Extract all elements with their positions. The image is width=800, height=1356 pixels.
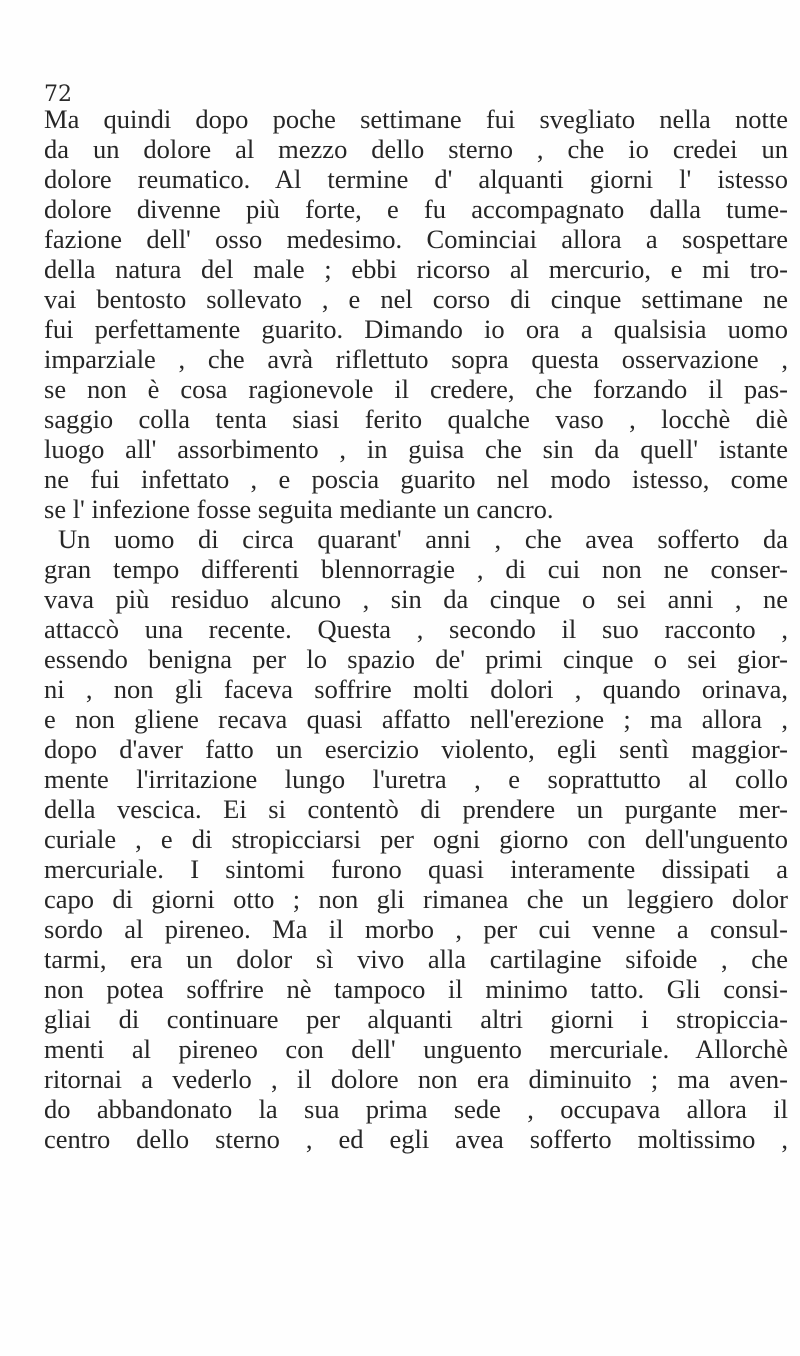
text-line: fui perfettamente guarito. Dimando io ora a qualsisia uomo <box>44 314 788 344</box>
text-line: mercuriale. I sintomi furono quasi interamente dissipati a <box>44 854 788 884</box>
text-line: dopo d'aver fatto un esercizio violento, egli sentì maggior- <box>44 734 788 764</box>
text-line: fazione dell' osso medesimo. Cominciai allora a sospettare <box>44 224 788 254</box>
text-line: Un uomo di circa quarant' anni , che avea sofferto da <box>58 524 788 554</box>
text-line: da un dolore al mezzo dello sterno , che io credei un <box>44 134 788 164</box>
text-line: do abbandonato la sua prima sede , occupava allora il <box>44 1094 788 1124</box>
text-line: essendo benigna per lo spazio de' primi cinque o sei gior- <box>44 644 788 674</box>
text-line: Ma quindi dopo poche settimane fui svegliato nella notte <box>44 104 788 134</box>
text-line: attaccò una recente. Questa , secondo il suo racconto , <box>44 614 788 644</box>
text-line: della natura del male ; ebbi ricorso al mercurio, e mi tro- <box>44 254 788 284</box>
text-line: della vescica. Ei si contentò di prendere un purgante mer- <box>44 794 788 824</box>
text-line: ritornai a vederlo , il dolore non era diminuito ; ma aven- <box>44 1064 788 1094</box>
text-line: gliai di continuare per alquanti altri giorni i stropiccia- <box>44 1004 788 1034</box>
text-line: imparziale , che avrà riflettuto sopra questa osservazione , <box>44 344 788 374</box>
text-line: saggio colla tenta siasi ferito qualche vaso , locchè diè <box>44 404 788 434</box>
page-number: 72 <box>44 82 72 107</box>
text-line: vava più residuo alcuno , sin da cinque o sei anni , ne <box>44 584 788 614</box>
text-line: e non gliene recava quasi affatto nell'erezione ; ma allora , <box>44 704 788 734</box>
text-line: se non è cosa ragionevole il credere, che forzando il pas- <box>44 374 788 404</box>
text-line: capo di giorni otto ; non gli rimanea che un leggiero dolor <box>44 884 788 914</box>
text-line: tarmi, era un dolor sì vivo alla cartilagine sifoide , che <box>44 944 788 974</box>
text-line: ne fui infettato , e poscia guarito nel modo istesso, come <box>44 464 788 494</box>
text-line: ni , non gli faceva soffrire molti dolori , quando orinava, <box>44 674 788 704</box>
text-line: mente l'irritazione lungo l'uretra , e soprattutto al collo <box>44 764 788 794</box>
text-line: vai bentosto sollevato , e nel corso di cinque settimane ne <box>44 284 788 314</box>
text-line: non potea soffrire nè tampoco il minimo tatto. Gli consi- <box>44 974 788 1004</box>
text-line: se l' infezione fosse seguita mediante un cancro. <box>44 494 554 524</box>
text-line: menti al pireneo con dell' unguento mercuriale. Allorchè <box>44 1034 788 1064</box>
text-line: centro dello sterno , ed egli avea sofferto moltissimo , <box>44 1124 788 1154</box>
text-line: luogo all' assorbimento , in guisa che sin da quell' istante <box>44 434 788 464</box>
text-line: dolore divenne più forte, e fu accompagnato dalla tume- <box>44 194 788 224</box>
text-line: curiale , e di stropicciarsi per ogni giorno con dell'unguento <box>44 824 788 854</box>
text-line: sordo al pireneo. Ma il morbo , per cui venne a consul- <box>44 914 788 944</box>
text-line: dolore reumatico. Al termine d' alquanti giorni l' istesso <box>44 164 788 194</box>
body-text <box>44 104 788 1154</box>
text-line: gran tempo differenti blennorragie , di cui non ne conser- <box>44 554 788 584</box>
